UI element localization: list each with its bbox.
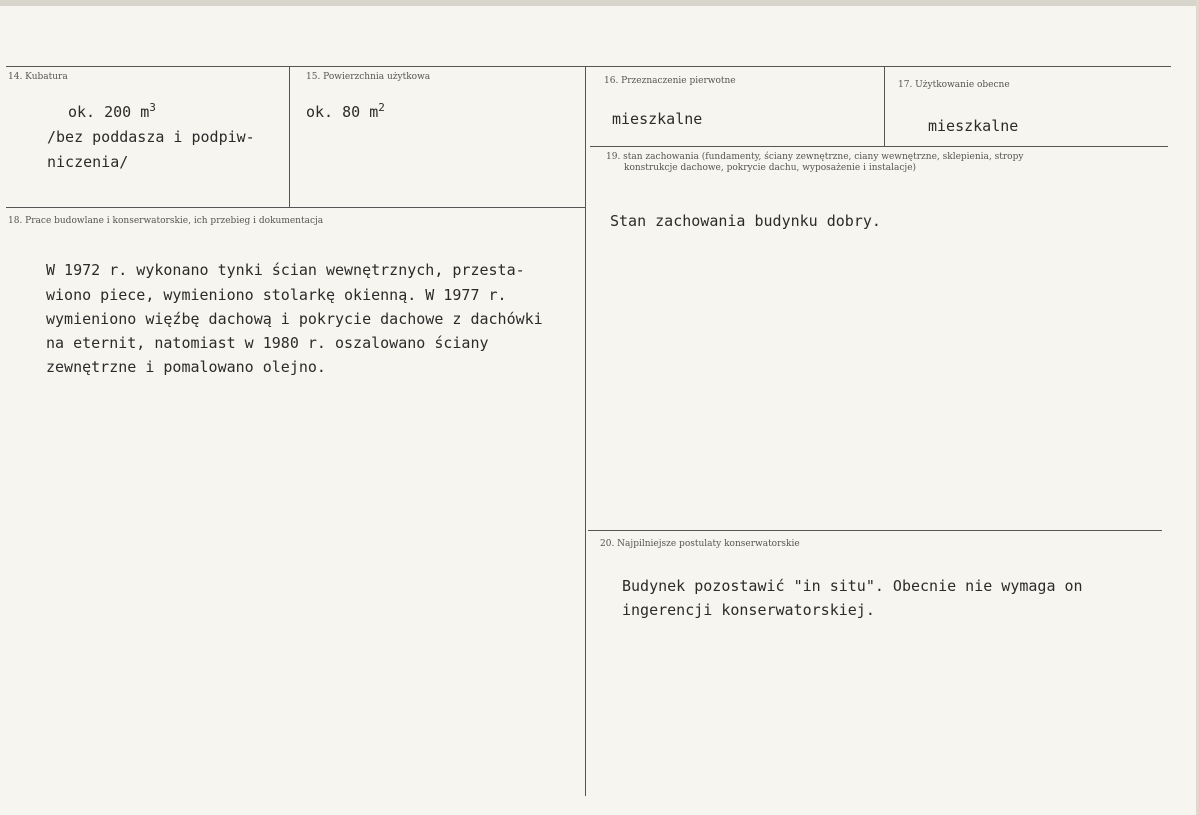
- field-18-label: 18. Prace budowlane i konserwatorskie, ich przebieg i dokumentacja: [8, 216, 324, 226]
- divider-16-17: [884, 66, 885, 146]
- field-14-line2: /bez poddasza i podpiw-: [47, 128, 255, 146]
- field-14-line3: niczenia/: [47, 153, 129, 171]
- field-16-value: mieszkalne: [612, 110, 703, 128]
- field-20-line: ingerencji konserwatorskiej.: [622, 601, 875, 619]
- field-18-line: na eternit, natomiast w 1980 r. oszalowano ściany: [46, 334, 489, 352]
- rule-under-16-17: [590, 146, 1168, 147]
- field-18-line: W 1972 r. wykonano tynki ścian wewnętrznych, przesta-: [46, 261, 525, 279]
- field-17-value: mieszkalne: [928, 117, 1019, 135]
- area-value: ok. 80 m: [306, 103, 379, 121]
- rule-under-14-15: [6, 207, 586, 208]
- kubatura-unit-exponent: 3: [149, 101, 156, 114]
- main-vertical-divider: [585, 66, 586, 796]
- card-top-edge: [0, 0, 1199, 6]
- field-18-line: zewnętrzne i pomalowano olejno.: [46, 358, 326, 376]
- top-rule: [6, 66, 1171, 67]
- field-17-label: 17. Użytkowanie obecne: [898, 80, 1010, 90]
- field-16-label: 16. Przeznaczenie pierwotne: [604, 76, 736, 86]
- kubatura-value: ok. 200 m: [68, 103, 150, 121]
- field-14-label: 14. Kubatura: [8, 72, 68, 82]
- field-19-label-line2: konstrukcje dachowe, pokrycie dachu, wyposażenie i instalacje): [624, 163, 917, 173]
- divider-14-15: [289, 66, 290, 207]
- field-18-line: wymieniono więźbę dachową i pokrycie dachowe z dachówki: [46, 310, 543, 328]
- field-19-value: Stan zachowania budynku dobry.: [610, 212, 881, 230]
- field-15-label: 15. Powierzchnia użytkowa: [306, 72, 431, 82]
- field-14-line1: [68, 100, 156, 124]
- rule-above-20: [588, 530, 1162, 531]
- field-19-label-line1: 19. stan zachowania (fundamenty, ściany zewnętrzne, ciany wewnętrzne, sklepienia, stropy: [606, 152, 1024, 162]
- field-20-line: Budynek pozostawić "in situ". Obecnie nie wymaga on: [622, 577, 1083, 595]
- field-20-label: 20. Najpilniejsze postulaty konserwatorskie: [600, 539, 800, 549]
- field-15-value-line: [306, 100, 385, 124]
- field-18-line: wiono piece, wymieniono stolarkę okienną. W 1977 r.: [46, 286, 507, 304]
- area-unit-exponent: 2: [378, 101, 385, 114]
